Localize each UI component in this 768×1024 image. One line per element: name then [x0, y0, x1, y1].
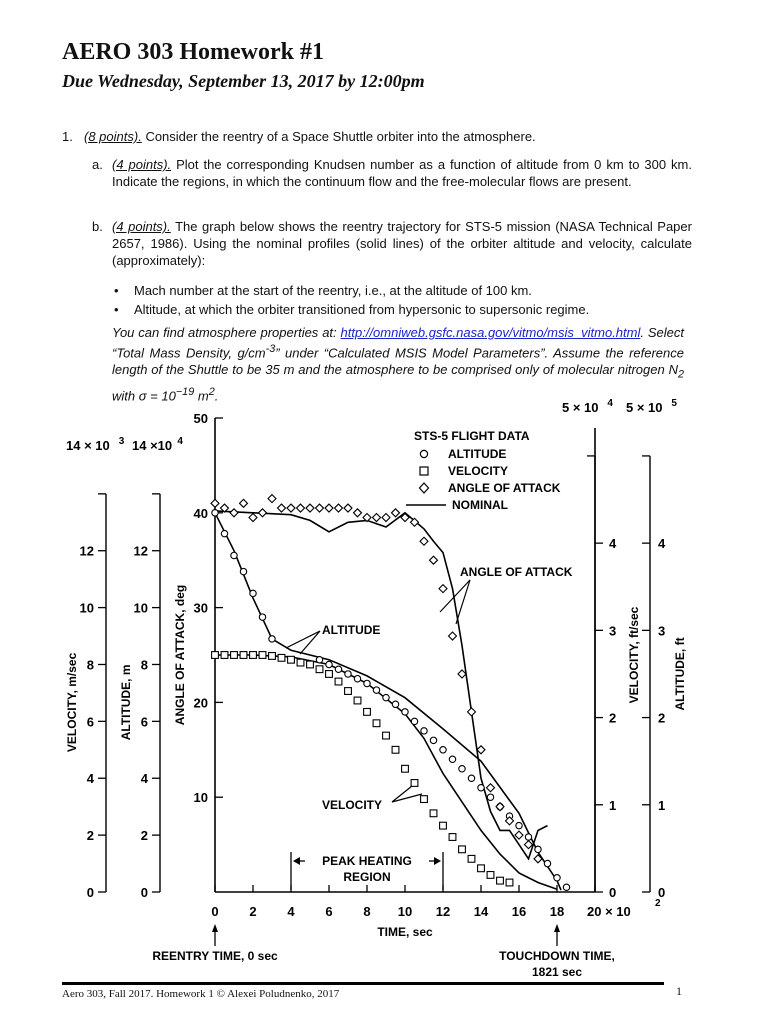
- velocity-point: [373, 720, 380, 727]
- atmosphere-note: [112, 324, 684, 404]
- angle-of-attack-point: [316, 504, 324, 512]
- velocity-point: [269, 653, 276, 660]
- time-tick-label: 12: [435, 904, 451, 919]
- altitude-point: [554, 875, 560, 881]
- velocity-ft-tick-label: 1: [609, 797, 617, 813]
- touchdown-arrow-head: [554, 924, 560, 932]
- altitude-point: [478, 785, 484, 791]
- altitude-ft-axis-label: ALTITUDE, ft: [673, 637, 687, 711]
- note-text: with σ = 10: [112, 388, 176, 404]
- altitude-point: [392, 701, 398, 707]
- angle-of-attack-point: [439, 585, 447, 593]
- question-1a-body: [112, 156, 692, 190]
- altitude-point: [563, 884, 569, 890]
- velocity-metric-multiplier-exp: 3: [118, 436, 125, 447]
- legend-item-label: VELOCITY: [448, 464, 509, 478]
- altitude-metric-multiplier-exp: 4: [177, 436, 183, 447]
- due-date: Due Wednesday, September 13, 2017 by 12:00pm: [62, 71, 425, 91]
- altitude-point: [449, 756, 455, 762]
- reentry-trajectory-chart: [60, 398, 720, 980]
- angle-of-attack-point: [230, 509, 238, 517]
- altitude-annotation-leader: [286, 631, 320, 648]
- angle-of-attack-point: [297, 504, 305, 512]
- altitude-point: [525, 834, 531, 840]
- legend-square-symbol: [420, 467, 428, 475]
- legend-title: STS-5 FLIGHT DATA: [414, 429, 530, 443]
- velocity-metric-tick-label: 8: [86, 657, 94, 673]
- angle-of-attack-point: [344, 504, 352, 512]
- altitude-point: [316, 657, 322, 663]
- altitude-annotation: ALTITUDE: [322, 623, 381, 637]
- velocity-metric-multiplier: 14 × 10: [66, 438, 110, 453]
- time-multiplier: 20 × 10: [587, 904, 631, 919]
- legend-circle-symbol: [420, 450, 427, 457]
- altitude-point: [354, 676, 360, 682]
- angle-of-attack-point: [354, 509, 362, 517]
- velocity-point: [326, 671, 333, 678]
- altitude-metric-axis-label: ALTITUDE, m: [119, 664, 133, 741]
- list-item: • Altitude, at which the orbiter transitioned from hypersonic to supersonic regime.: [112, 301, 692, 318]
- altitude-ft-tick-label: 4: [658, 536, 666, 552]
- time-tick-label: 4: [287, 904, 295, 919]
- velocity-point: [278, 654, 285, 661]
- altitude-point: [259, 614, 265, 620]
- angle-of-attack-point: [373, 514, 381, 522]
- velocity-metric-tick-label: 4: [86, 771, 94, 787]
- velocity-point: [478, 865, 485, 872]
- list-item: • Mach number at the start of the reentry, i.e., at the altitude of 100 km.: [112, 282, 692, 299]
- angle-of-attack-point: [259, 509, 267, 517]
- angle-of-attack-point: [287, 504, 295, 512]
- altitude-point: [383, 694, 389, 700]
- velocity-point: [421, 796, 428, 803]
- aoa-tick-label: 30: [193, 600, 208, 616]
- altitude-point: [440, 747, 446, 753]
- velocity-metric-tick-label: 10: [79, 600, 94, 616]
- altitude-metric-tick-label: 6: [140, 714, 148, 730]
- note-text: . Select “Total Mass Density, g/cm: [112, 325, 684, 361]
- question-1b-body: [112, 218, 692, 269]
- question-text: Consider the reentry of a Space Shuttle orbiter into the atmosphere.: [145, 129, 536, 144]
- angle-of-attack-point: [430, 556, 438, 564]
- altitude-point: [421, 728, 427, 734]
- note-text: m: [194, 388, 209, 404]
- altitude-point: [231, 552, 237, 558]
- velocity-metric-tick-label: 6: [86, 714, 94, 730]
- reentry-label: REENTRY TIME, 0 sec: [152, 949, 278, 963]
- velocity-point: [297, 659, 304, 666]
- altitude-point: [487, 794, 493, 800]
- question-label: a.: [92, 157, 103, 172]
- altitude-point: [326, 661, 332, 667]
- altitude-ft-tick-label: 1: [658, 797, 666, 813]
- velocity-point: [459, 846, 466, 853]
- velocity-point: [440, 822, 447, 829]
- legend-item-label: ANGLE OF ATTACK: [448, 481, 561, 495]
- angle-of-attack-point: [468, 708, 476, 716]
- altitude-point: [335, 666, 341, 672]
- time-tick-label: 18: [549, 904, 565, 919]
- question-points: (4 points).: [112, 157, 172, 172]
- reentry-arrow-head: [212, 924, 218, 932]
- altitude-point: [430, 737, 436, 743]
- time-axis-label: TIME, sec: [377, 925, 433, 939]
- velocity-metric-axis-label: VELOCITY, m/sec: [65, 652, 79, 753]
- velocity-point: [212, 652, 219, 659]
- aoa-annotation: ANGLE OF ATTACK: [460, 565, 573, 579]
- altitude-point: [516, 822, 522, 828]
- altitude-ft-multiplier: 5 × 10: [626, 400, 663, 415]
- angle-of-attack-point: [392, 509, 400, 517]
- altitude-metric-tick-label: 12: [133, 543, 148, 559]
- velocity-point: [497, 877, 504, 884]
- legend-item-label: NOMINAL: [452, 498, 508, 512]
- velocity-ft-multiplier-exp: 4: [607, 398, 613, 409]
- angle-of-attack-point: [249, 514, 257, 522]
- altitude-ft-tick-label: 3: [658, 623, 666, 639]
- bullet-list: [112, 282, 692, 320]
- aoa-tick-label: 10: [193, 790, 208, 806]
- velocity-point: [411, 780, 418, 787]
- altitude-point: [221, 530, 227, 536]
- note-superscript: −19: [175, 385, 195, 398]
- velocity-point: [468, 855, 475, 862]
- velocity-metric-tick-label: 0: [86, 885, 94, 900]
- footer-divider: [62, 982, 664, 985]
- angle-of-attack-point: [382, 514, 390, 522]
- altitude-point: [544, 860, 550, 866]
- altitude-metric-tick-label: 0: [140, 885, 148, 900]
- page-title: AERO 303 Homework #1: [62, 39, 324, 65]
- angle-of-attack-point: [306, 504, 314, 512]
- altitude-point: [402, 709, 408, 715]
- angle-of-attack-point: [420, 537, 428, 545]
- angle-of-attack-point: [515, 831, 523, 839]
- velocity-point: [354, 697, 361, 704]
- angle-of-attack-point: [487, 784, 495, 792]
- velocity-point: [402, 765, 409, 772]
- angle-of-attack-point: [496, 803, 504, 811]
- velocity-ft-axis-label: VELOCITY, ft/sec: [627, 606, 641, 704]
- velocity-ft-tick-label: 4: [609, 536, 617, 552]
- time-tick-label: 8: [363, 904, 371, 919]
- velocity-ft-multiplier: 5 × 10: [562, 400, 599, 415]
- altitude-point: [345, 671, 351, 677]
- angle-of-attack-point: [268, 495, 276, 503]
- altitude-metric-tick-label: 10: [133, 600, 148, 616]
- msis-link[interactable]: http://omniweb.gsfc.nasa.gov/vitmo/msis_vitmo.html: [340, 325, 641, 340]
- chart-flight-points: [211, 495, 570, 891]
- velocity-point: [392, 746, 399, 753]
- angle-of-attack-point: [458, 670, 466, 678]
- velocity-metric-tick-label: 2: [86, 828, 94, 844]
- time-tick-label: 0: [211, 904, 219, 919]
- question-text: The graph below shows the reentry trajectory for STS-5 mission (NASA Technical Paper 2657, 1986). Using the nominal profiles (solid lines) of the orbiter altitude and velocity, calculate (approximately):: [112, 219, 692, 268]
- question-label: b.: [92, 219, 103, 234]
- peak-heating-left-arrow: [293, 857, 300, 865]
- altitude-point: [373, 687, 379, 693]
- velocity-point: [506, 879, 513, 886]
- velocity-point: [307, 661, 314, 668]
- note-subscript: 2: [677, 368, 684, 381]
- question-text: Plot the corresponding Knudsen number as a function of altitude from 0 km to 300 km. Indicate the regions, in which the continuum flow and the free-molecular flows are present.: [112, 157, 692, 189]
- altitude-point: [468, 775, 474, 781]
- page-number: 1: [676, 984, 682, 998]
- velocity-point: [231, 652, 238, 659]
- angle-of-attack-point: [477, 746, 485, 754]
- altitude-metric-multiplier: 14 ×10: [132, 438, 173, 453]
- angle-of-attack-point: [278, 504, 286, 512]
- question-1a: [92, 156, 692, 190]
- question-1: [62, 128, 702, 145]
- question-number: 1.: [62, 129, 73, 144]
- altitude-point: [212, 510, 218, 516]
- velocity-point: [383, 732, 390, 739]
- time-tick-label: 16: [511, 904, 527, 919]
- note-text: ” under “Calculated MSIS Model Parameters”. Assume the reference length of the Shuttle to be 35 m and the atmosphere to be comprised only of molecular nitrogen N: [112, 345, 684, 378]
- velocity-point: [221, 652, 228, 659]
- altitude-ft-multiplier-exp: 5: [671, 398, 677, 409]
- altitude-ft-tick-label: 0: [658, 885, 666, 900]
- altitude-point: [250, 590, 256, 596]
- velocity-point: [259, 652, 266, 659]
- velocity-point: [449, 834, 456, 841]
- legend-diamond-symbol: [420, 483, 429, 493]
- angle-of-attack-point: [325, 504, 333, 512]
- velocity-point: [316, 666, 323, 673]
- angle-of-attack-point: [335, 504, 343, 512]
- question-points: (4 points).: [112, 219, 171, 234]
- velocity-point: [345, 688, 352, 695]
- velocity-point: [335, 678, 342, 685]
- altitude-point: [364, 680, 370, 686]
- aoa-axis-label: ANGLE OF ATTACK, deg: [173, 584, 187, 726]
- touchdown-label: 1821 sec: [531, 965, 583, 979]
- angle-of-attack-point: [449, 632, 457, 640]
- time-tick-label: 14: [473, 904, 489, 919]
- peak-heating-label: PEAK HEATING: [322, 854, 412, 868]
- time-tick-label: 10: [397, 904, 413, 919]
- aoa-tick-label: 20: [193, 695, 208, 711]
- velocity-point: [240, 652, 247, 659]
- altitude-point: [411, 718, 417, 724]
- time-multiplier-exp: 2: [655, 898, 661, 909]
- velocity-point: [430, 810, 437, 817]
- angle-of-attack-point: [525, 841, 533, 849]
- velocity-ft-tick-label: 0: [609, 885, 617, 900]
- touchdown-label: TOUCHDOWN TIME,: [499, 949, 615, 963]
- altitude-point: [459, 766, 465, 772]
- aoa-tick-label: 50: [193, 411, 208, 426]
- velocity-point: [364, 708, 371, 715]
- altitude-point: [240, 568, 246, 574]
- velocity-point: [288, 656, 295, 663]
- chart-annotations: [152, 565, 615, 979]
- altitude-point: [535, 846, 541, 852]
- velocity-point: [250, 652, 257, 659]
- velocity-ft-tick-label: 2: [609, 710, 617, 726]
- angle-of-attack-point: [211, 499, 219, 507]
- velocity-ft-tick-label: 3: [609, 623, 617, 639]
- altitude-metric-tick-label: 4: [140, 771, 148, 787]
- altitude-annotation-leader: [300, 631, 320, 654]
- altitude-metric-tick-label: 2: [140, 828, 148, 844]
- velocity-annotation: VELOCITY: [322, 798, 383, 812]
- time-tick-label: 6: [325, 904, 333, 919]
- time-tick-label: 2: [249, 904, 257, 919]
- chart-legend: [406, 429, 561, 512]
- note-superscript: 2: [208, 385, 215, 398]
- question-points: (8 points).: [84, 129, 142, 144]
- legend-item-label: ALTITUDE: [448, 447, 507, 461]
- note-text: .: [214, 388, 219, 404]
- peak-heating-label: REGION: [343, 870, 391, 884]
- footer-text: Aero 303, Fall 2017. Homework 1 © Alexei Poludnenko, 2017: [62, 988, 340, 1000]
- note-text: You can find atmosphere properties at:: [112, 325, 341, 340]
- velocity-metric-tick-label: 12: [79, 543, 94, 559]
- velocity-point: [487, 872, 494, 879]
- aoa-tick-label: 40: [193, 505, 208, 521]
- altitude-point: [269, 636, 275, 642]
- note-superscript: -3: [265, 343, 276, 355]
- peak-heating-right-arrow: [434, 857, 441, 865]
- angle-of-attack-point: [240, 499, 248, 507]
- altitude-metric-tick-label: 8: [140, 657, 148, 673]
- altitude-ft-tick-label: 2: [658, 710, 666, 726]
- question-1b: [92, 218, 692, 269]
